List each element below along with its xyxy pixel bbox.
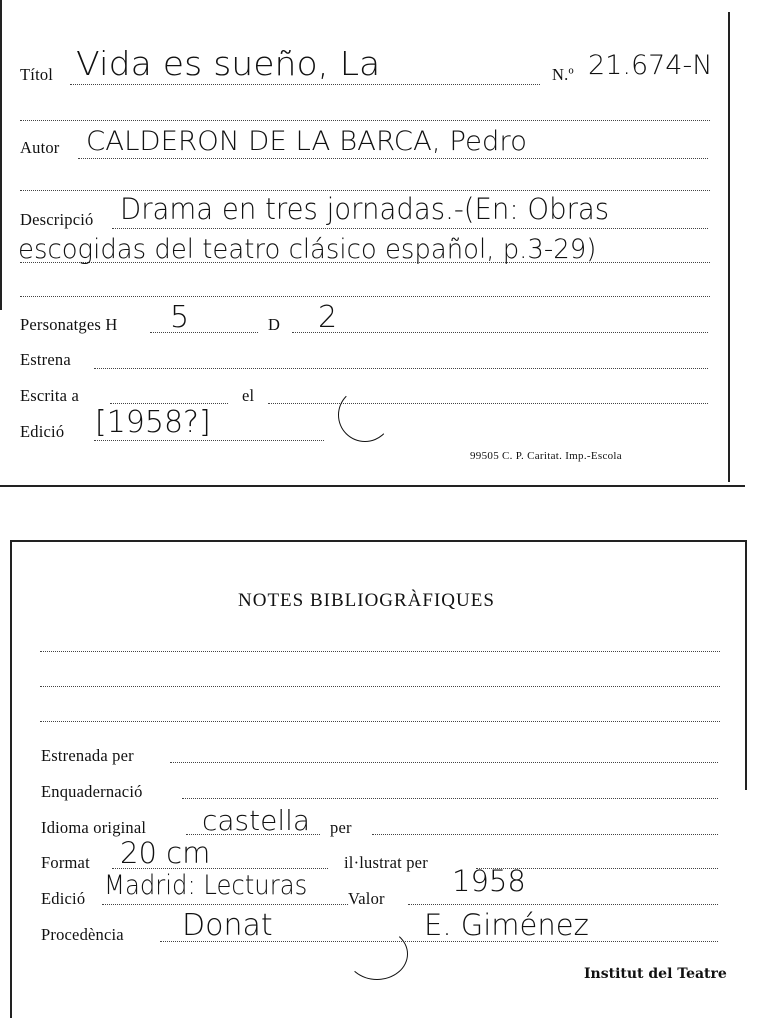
back-edition-value: Madrid: Lecturas <box>104 870 308 901</box>
card-right-edge <box>728 12 730 482</box>
punch-hole-icon <box>346 928 408 980</box>
card-top-edge <box>10 540 745 542</box>
written-label: Escrita a <box>20 386 80 405</box>
card-left-edge <box>0 0 2 310</box>
written-el-label: el <box>242 386 255 405</box>
card-bottom-edge <box>0 485 745 487</box>
characters-h-value: 5 <box>170 300 190 335</box>
rule-line <box>20 120 710 121</box>
author-value: CALDERON DE LA BARCA, Pedro <box>86 126 527 157</box>
characters-d-line <box>292 332 708 333</box>
characters-label: Personatges H <box>20 315 118 334</box>
characters-d-value: 2 <box>318 300 338 335</box>
catalog-card-back <box>10 540 750 1020</box>
translator-label: per <box>330 818 352 837</box>
value-label: Valor <box>348 889 385 908</box>
back-edition-line <box>102 904 348 905</box>
number-label: N.º <box>552 65 574 84</box>
provenance-label: Procedència <box>41 925 124 944</box>
premiered-by-line <box>170 762 718 763</box>
card-right-edge <box>745 540 747 790</box>
rule-line <box>20 190 710 191</box>
characters-h-line <box>150 332 258 333</box>
notes-heading: NOTES BIBLIOGRÀFIQUES <box>238 590 495 611</box>
description-line2: escogidas del teatro clásico español, p.3-29) <box>18 234 597 265</box>
institution-stamp: Institut del Teatre <box>584 966 727 982</box>
notes-line <box>40 651 720 652</box>
written-place-line <box>110 403 228 404</box>
title-value: Vida es sueño, La <box>76 44 381 83</box>
premiered-by-label: Estrenada per <box>41 746 134 765</box>
edition-line <box>94 440 324 441</box>
edition-label: Edició <box>20 422 65 441</box>
provenance-value-2: E. Giménez <box>424 908 589 942</box>
value-value: 1958 <box>452 864 526 898</box>
number-value: 21.674-N <box>588 50 713 81</box>
printer-imprint: 99505 C. P. Caritat. Imp.-Escola <box>470 450 622 462</box>
notes-line <box>40 721 720 722</box>
premiere-line <box>94 368 708 369</box>
characters-d-label: D <box>268 315 281 334</box>
card-left-edge <box>10 540 12 1018</box>
description-line1: Drama en tres jornadas.-(En: Obras <box>120 192 610 226</box>
binding-label: Enquadernació <box>41 782 143 801</box>
author-label: Autor <box>20 138 60 157</box>
original-language-value: castella <box>202 804 311 837</box>
format-label: Format <box>41 853 90 872</box>
edition-value: [1958?] <box>95 405 211 440</box>
format-value: 20 cm <box>120 836 211 870</box>
translator-line <box>372 834 718 835</box>
notes-line <box>40 686 720 687</box>
original-language-label: Idioma original <box>41 818 147 837</box>
rule-line <box>20 296 710 297</box>
title-line <box>70 84 540 85</box>
value-line <box>408 904 718 905</box>
written-date-line <box>268 403 708 404</box>
binding-line <box>182 798 718 799</box>
illustrated-label: il·lustrat per <box>344 853 428 872</box>
provenance-value-1: Donat <box>182 908 273 943</box>
catalog-card-front <box>0 0 740 490</box>
title-label: Títol <box>20 65 54 84</box>
description-label: Descripció <box>20 210 94 229</box>
premiere-label: Estrena <box>20 350 71 369</box>
description-line <box>112 228 708 229</box>
punch-hole-icon <box>338 388 392 442</box>
author-line <box>78 158 708 159</box>
back-edition-label: Edició <box>41 889 86 908</box>
